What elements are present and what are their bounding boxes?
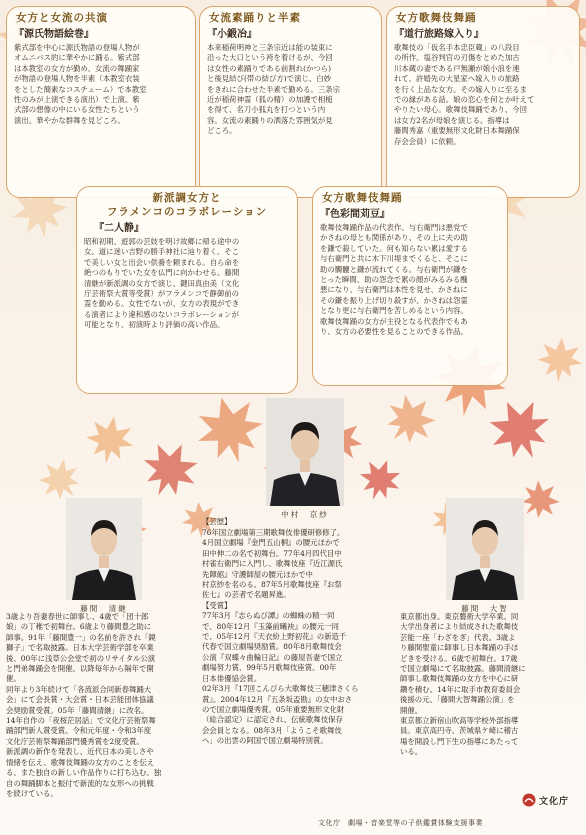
section-box-3 bbox=[386, 6, 580, 198]
agency-mark-icon bbox=[522, 793, 536, 807]
section-text: 紫式部を中心に源氏物語の登場人物が オムニバス的に華やかに踊る。紫式部 は本教室の女方が勤め、女流の舞踊家 が物語の登場人物を半素（本教室衣装 をとした簡素なコスチューム）で本教室 性のみが上演できる演出）で上演。紫 式部の想像の中にいる女性たちという 演出。華やかな群舞を見どころ。 bbox=[14, 43, 147, 125]
section-box-2 bbox=[199, 6, 382, 198]
agency-logo bbox=[522, 793, 569, 807]
footer-text: 文化庁 劇場・音楽堂等の子供鑑賞体験支援事業 bbox=[318, 819, 483, 827]
person-name-left: 藤間 清継 bbox=[80, 604, 128, 613]
bio-right: 東京都出身。東京藝術大学卒業。同 大学出身者により結成された歌舞伎 芸能一座「わざをぎ」代表。3歳よ り藤間聖童に師事し日本舞踊の手ほ どきを受ける。6歳で初舞台。17歳 で国立劇場にて名取披露。藤間清継に 師事し歌舞伎舞踊の女方を中心に研 鑽を積む。14年に取手市教育委員会 後援の元、「藤間大智舞踊公演」を 開催。 東京都立新宿山吹高等学校外部指導 員。東京高円寺、茨城県ケ崎に稽古 場を開設し門下生の指導にあたって いる。 bbox=[400, 612, 526, 757]
section-title: 女方と女流の共演 bbox=[16, 12, 108, 24]
portrait-photo-center bbox=[266, 398, 344, 506]
section-subtitle: 『源氏物語絵巻』 bbox=[14, 29, 94, 40]
person-name-right: 藤間 大智 bbox=[461, 604, 509, 613]
bio-left: 3歳より吾妻春世に師事し、4歳で「団十郎 娘」の丁稚で初舞台。6歳より藤間豊之助に 師事。91年「藤間豊一」の名前を許され「鏡 獅子」で名取披露。日本大学芸術学部を卒業 後、00年に浅草公会堂で初のリサイタル公演 と門弟舞踊会を開催。以降毎年から隔年で開 催。 同年より3年続けて「各流派合同新春舞踊大 会」にて会長賞・大会賞・日本芸能団体協議 会奨励賞受賞。05年「藤間清継」に改名。 14年自作の「夜桜茫居話」で文化庁芸術祭舞 踊部門新人賞受賞。令和元年度・令和3年度 文化庁芸術祭舞踊部門優秀賞を2度受賞。 新派調の新作を発表し、近代日本の美しさや 情緒を伝え、歌舞伎舞踊の女方のことを伝え る、また独自の新しい作品作りに打ち込む。独 自の舞踊脚本と振付で新流的な女形への挑戦 を続けている。 bbox=[6, 612, 162, 798]
bio-center-head: 【芸歴】 bbox=[202, 517, 232, 526]
section-subtitle: 『小鍛冶』 bbox=[207, 29, 257, 40]
portrait-photo-right bbox=[446, 498, 524, 600]
person-name-center: 中村 京紗 bbox=[281, 510, 329, 519]
section-subtitle: 『二人静』 bbox=[94, 223, 144, 234]
section-box-5 bbox=[312, 186, 508, 386]
section-box-4 bbox=[76, 186, 298, 394]
section-text: 本来稲荷明神と三条宗近は能の装束に 沿った大口という袴を着けるが、今回 は女性の素踊りである前割れ(かつら) と後見結び(帯の結び方)で演じ、白妙 をきれに合わせた半素で勤める。三条宗 近が稲荷神霊（狐の精）の加護で相槌 を得て、名刀小狐丸を打つという内 容。女流の素踊りの洒落た雰囲気が見 どころ。 bbox=[207, 43, 341, 136]
section-text: 歌舞伎の「仮名手本忠臣蔵」の八段目 の所作。塩谷判官の刃傷をとめた加古 川本蔵の妻である戸無瀬が娘小浪を連 れて、許婚先の大星家へ嫁入りの旅路 を行く上品な女方。その嫁入りに至るま での縁がある話。娘の恋心を何とか叶えて やりたい母心。歌舞伎舞踊であり、今回 は女方2名が母娘を演じる。指導は 藤間秀嘉（重要無形文化財日本舞踊保 存会会員）に依頼。 bbox=[394, 43, 535, 146]
portrait-photo-left bbox=[66, 498, 142, 600]
section-text: 昭和初期、遊郭の芸妓を明け故郷に帰る途中の 女。道に迷い吉野の勝手神社に辿り着く。そこ で美しい女と出会い供養を頼まれる。自ら命を 絶つのもりでいた女を仏門に向かわせる。藤間 清継が新派調の女方で演じ、鍵田真由美（文化 庁芸術祭大賞等受賞）がフラメンコで静御前の 霊を勤める。女性でないが、女方の表現ができ る演者により違和感のないコラボレーションが 可能となり、初演時より評価の高い作品。 bbox=[84, 237, 240, 330]
section-text: 歌舞伎舞踊作品の代表作。与右衛門は悪党で かさねの母とも関係があり、その上に夫の助 を鎌で殺していた。何も知らない累は愛する 与右衛門と共に木下川堤までくると、そこに 助の髑髏と鎌が流れてくる。与右衛門が鎌を とった瞬間、助の怨念で累の顔がみるみる醜 悪になり、与右衛門は本性を見せ、かさねに その鎌を振り上げ切り殺すが、かさねは怨霊 となり更に与右衛門を苦しめるという内容。 歌舞伎舞踊の女方が主役となる代表作でもあ り、女方の必要性を見ることのできる作品。 bbox=[320, 223, 468, 337]
section-subtitle: 『道行旅路嫁入り』 bbox=[394, 29, 484, 40]
section-title-line1: 新派調女方と bbox=[152, 192, 222, 204]
bio-center: 76年国立劇場第三期歌舞伎俳優研修修了。 4月国立劇場『金門五山桐』の腰元ほかで 田中伸二の名で初舞台。77年4月四代目中 村雀右衛門に入門し、歌舞伎座『近江源氏 先陣館』守護師屋の腰元ほかで中 村京紗を名のる。87年5月歌舞伎座『お祭 佐七』の芸者で名題昇進。 【受賞】 77年3月『志らぬび譚』の蜘蛛の精一同 で、80年12月『玉藻前曦袂』の腰元一同 で、05年12月『天衣紛上野初花』の新造千 代春で国立劇場奨励賞。80年8月歌舞伎会 公演『双蝶々曲輪日記』の藤屋吾妻で国立 劇場努力賞、99年5月歌舞伎座賞。00年 日本俳優協会賞。 02年3月『17回こんぴら大歌舞伎三穂津さくら 賞』。2004年12月『五条坂盃勘』の女中おさ ので国立劇場優秀賞。05年重要無形文化財 （総合認定）に認定され、伝統歌舞伎保存 会会員となる。08年3月「ようこそ歌舞伎 へ」の出雲の阿国で国立劇場特別賞。 bbox=[202, 528, 359, 746]
section-title-line2: フラメンコのコラボレーション bbox=[106, 206, 268, 218]
section-subtitle: 『色彩間苅豆』 bbox=[320, 209, 390, 220]
section-title: 女方歌舞伎舞踊 bbox=[396, 12, 477, 24]
section-box-1 bbox=[6, 6, 196, 198]
section-title: 女方歌舞伎舞踊 bbox=[322, 192, 403, 204]
agency-logo-text: 文化庁 bbox=[539, 796, 570, 807]
section-title: 女流素踊りと半素 bbox=[209, 12, 301, 24]
